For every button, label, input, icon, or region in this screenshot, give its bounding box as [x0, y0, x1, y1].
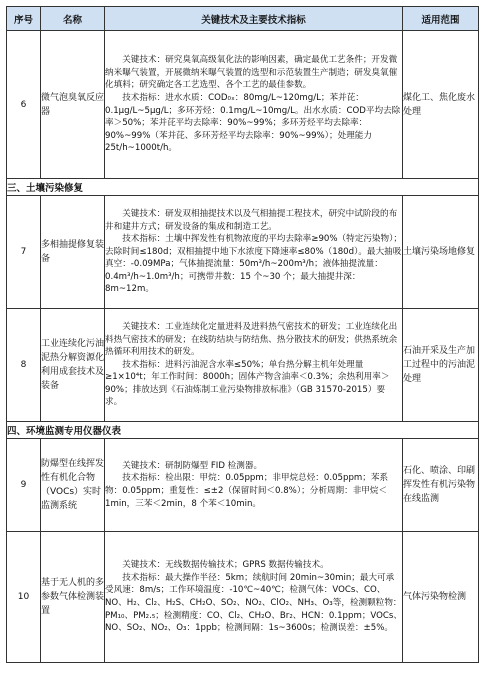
row-name: 基于无人机的多参数气体检测装置	[41, 532, 105, 663]
header-no: 序号	[7, 7, 41, 31]
row-number: 9	[7, 439, 41, 532]
tech-indicators: 技术指标：进水水质：COD₀ₓ：80mg/L~120mg/L；苯并芘：0.1μg/L~5μg/L；多环芳烃：0.1mg/L~10mg/L。出水水质：COD平均去除率＞50%；苯并芘平均去除率：90%~99%；多环芳烃平均去除率：90%~99%（苯并芘、多环芳烃平均去除率：90%~99%）；处理能力 25t/h~1000t/h。	[105, 92, 401, 154]
row-tech	[105, 196, 403, 309]
row-number: 6	[7, 31, 41, 179]
row-scope: 煤化工、焦化废水处理	[403, 31, 479, 179]
row-name: 微气泡臭氧反应器	[41, 31, 105, 179]
technology-table	[6, 6, 479, 663]
row-tech	[105, 309, 403, 422]
header-name: 名称	[41, 7, 105, 31]
row-name: 多相抽提修复装备	[41, 196, 105, 309]
table-row	[7, 196, 479, 309]
tech-key: 关键技术：研制防爆型 FID 检测器。	[122, 460, 263, 471]
tech-indicators: 技术指标：检出限：甲烷：0.05ppm；非甲烷总烃：0.05ppm；苯系物：0.05ppm；重复性：≤±2（保留时间＜0.8%）；分析周期：非甲烷＜1min，三苯＜2min，8 个苯＜10min。	[105, 473, 389, 509]
table-row	[7, 439, 479, 532]
row-number: 8	[7, 309, 41, 422]
header-tech: 关键技术及主要技术指标	[105, 7, 403, 31]
row-tech	[105, 439, 403, 532]
row-number: 7	[7, 196, 41, 309]
row-name: 工业连续化污油泥热分解资源化利用成套技术及装备	[41, 309, 105, 422]
section-title: 四、环境监测专用仪器仪表	[7, 422, 479, 439]
tech-indicators: 技术指标：土壤中挥发性有机物浓度的平均去除率≥90%（特定污染物）；去除时间≤180d；双相抽提中地下水浓度下降速率≤80%（180d）。最大抽吸真空：-0.09MPa；气体抽提流量：50m³/h~200m³/h；液体抽提流量：0.4m³/h~1.0m³/h；可携带井数：15 个~30 个；最大抽提井深：8m~12m。	[105, 234, 403, 295]
tech-indicators: 技术指标：最大操作半径：5km；续航时间 20min~30min；最大可承受风速：8m/s；工作环境温度：-10℃~40℃；检测气体：VOCs、CO、NO、H₂、Cl₂、H₂S、CH₂O、SO₂、NO₂、ClO₂、NH₃、O₃等，检测颗粒物：PM₁₀、PM₂.₅；检测精度：CO、Cl₂、CH₂O、Br₂、HCN：0.1ppm；VOCs、NO、SO₂、NO₂、O₃：1ppb；检测间隔：1s~3600s；检测误差：±5%。	[105, 572, 402, 634]
row-name: 防爆型在线挥发性有机化合物（VOCs）实时监测系统	[41, 439, 105, 532]
tech-indicators: 技术指标：进料污油泥含水率≤50%；单台热分解主机年处理量≥1×10⁴t；年工作时间：8000h；固体产物含油率＜0.3%；余热利用率＞90%；排放达到《石油炼制工业污染物排放标准》（GB 31570-2015）要求。	[105, 359, 390, 408]
table-row	[7, 532, 479, 663]
header-scope: 适用范围	[403, 7, 479, 31]
row-scope: 土壤污染场地修复	[403, 196, 479, 309]
table-row	[7, 309, 479, 422]
row-tech	[105, 532, 403, 663]
tech-key: 关键技术：工业连续化定量进料及进料热气密技术的研发；工业连续化出料热气密技术的研发；在线防结块与防结焦、热分散技术的研发；供热系统余热循环利用技术的研发。	[105, 321, 398, 358]
row-scope: 石化、喷涂、印刷挥发性有机污染物在线监测	[403, 439, 479, 532]
row-scope: 石油开采及生产加工过程中的污油泥处理	[403, 309, 479, 422]
section-row	[7, 179, 479, 196]
section-title: 三、土壤污染修复	[7, 179, 479, 196]
row-scope: 气体污染物检测	[403, 532, 479, 663]
row-tech	[105, 31, 403, 179]
tech-key: 关键技术：研究臭氧高级氧化法的影响因素，确定最优工艺条件；开发微纳米曝气装置，开展微纳米曝气装置的选型和示范装置生产制造；研发臭氧催化填料；研究确定各工艺选型、各个工艺的最佳参数。	[105, 55, 398, 91]
table-header-row	[7, 7, 479, 31]
section-row	[7, 422, 479, 439]
row-number: 10	[7, 532, 41, 663]
tech-key: 关键技术：无线数据传输技术；GPRS 数据传输技术。	[122, 560, 329, 571]
tech-key: 关键技术：研发双相抽提技术以及气相抽提工程技术，研究中试阶段的布井和建井方式；研发设备的集成和制造工艺。	[105, 208, 398, 232]
table-row	[7, 31, 479, 179]
